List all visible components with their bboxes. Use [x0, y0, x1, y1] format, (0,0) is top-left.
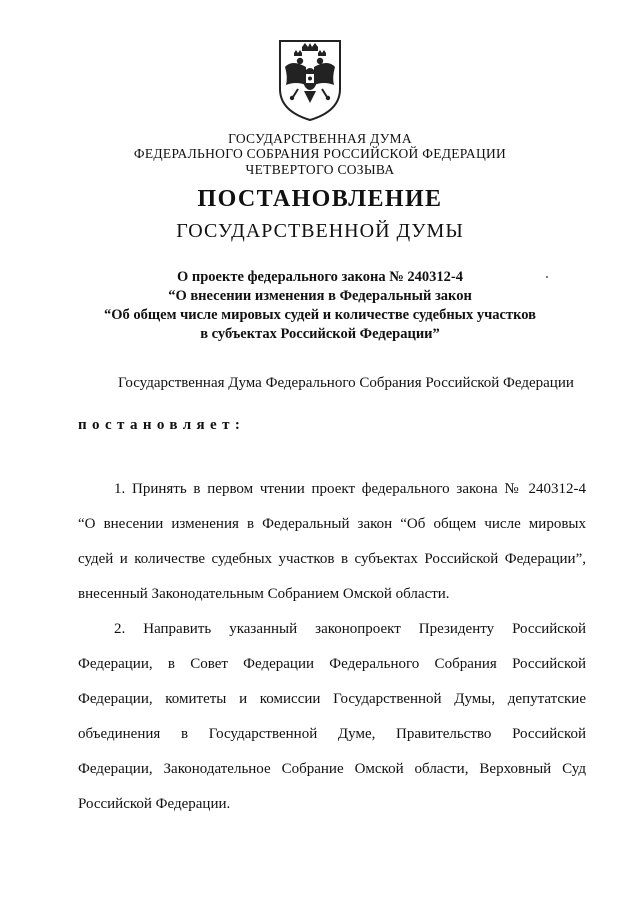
scan-speck [546, 276, 548, 278]
item2-line-6: Российской Федерации. [78, 796, 231, 812]
subject-line-3: “Об общем числе мировых судей и количестве судебных участков [104, 307, 536, 323]
item2-line-2: Федерации, в Совет Федерации Федерального Собрания Российской [78, 656, 586, 672]
document-type-subtitle: ГОСУДАРСТВЕННОЙ ДУМЫ [176, 220, 464, 242]
org-line-3: ЧЕТВЕРТОГО СОЗЫВА [245, 162, 395, 177]
item1-line-1: 1. Принять в первом чтении проект федерального закона № 240312-4 [114, 481, 586, 497]
document-type-title: ПОСТАНОВЛЕНИЕ [197, 186, 443, 212]
item1-line-3: судей и количестве судебных участков в субъектах Российской Федерации”, [78, 551, 586, 567]
org-line-1: ГОСУДАРСТВЕННАЯ ДУМА [228, 131, 412, 146]
item2-line-3: Федерации, комитеты и комиссии Государственной Думы, депутатские [78, 691, 586, 707]
subject-line-1: О проекте федерального закона № 240312-4 [176, 269, 464, 285]
item2-line-5: Федерации, Законодательное Собрание Омской области, Верховный Суд [78, 761, 586, 777]
subject-line-4: в субъектах Российской Федерации” [200, 326, 440, 342]
item2-line-1: 2. Направить указанный законопроект Президенту Российской [114, 621, 586, 637]
item2-line-4: объединения в Государственной Думе, Правительство Российской [78, 726, 586, 742]
item1-line-4: внесенный Законодательным Собранием Омской области. [78, 586, 450, 602]
intro-paragraph: Государственная Дума Федерального Собрания Российской Федерации [118, 375, 574, 391]
subject-line-2: “О внесении изменения в Федеральный закон [168, 288, 472, 304]
russian-coat-of-arms-icon [276, 37, 344, 123]
org-line-2: ФЕДЕРАЛЬНОГО СОБРАНИЯ РОССИЙСКОЙ ФЕДЕРАЦИИ [133, 146, 507, 161]
item1-line-2: “О внесении изменения в Федеральный закон “Об общем числе мировых [78, 516, 586, 532]
resolve-word: постановляет: [78, 417, 246, 433]
